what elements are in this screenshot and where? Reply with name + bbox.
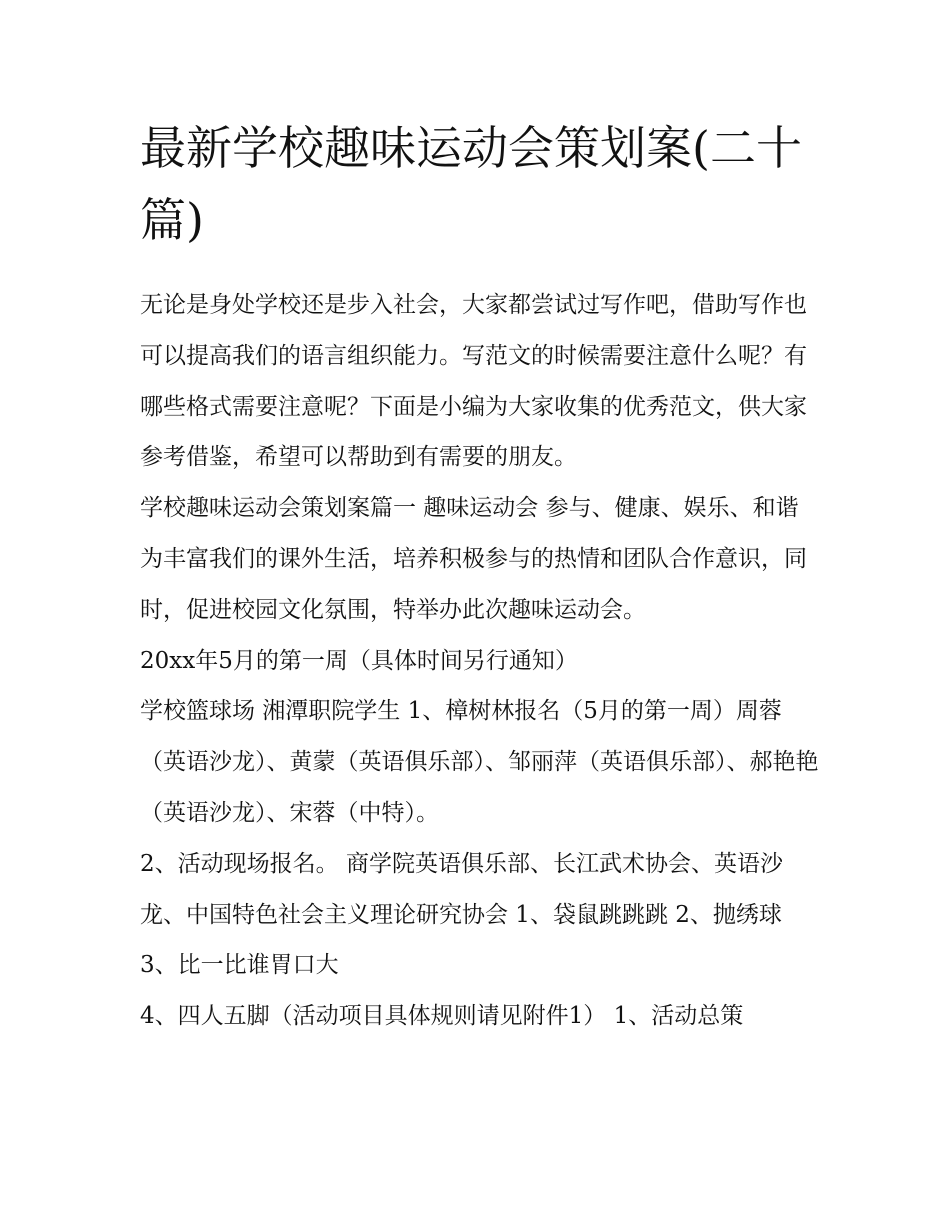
- onsite-registration-paragraph: 2、活动现场报名。 商学院英语俱乐部、长江武术协会、英语沙龙、中国特色社会主义理论研究协会 1、袋鼠跳跳跳 2、抛绣球 3、比一比谁胃口大: [140, 850, 783, 979]
- intro-paragraph: 无论是身处学校还是步入社会，大家都尝试过写作吧，借助写作也可以提高我们的语言组织能力。写范文的时候需要注意什么呢？有哪些格式需要注意呢？下面是小编为大家收集的优秀范文，供大家参考借鉴，希望可以帮助到有需要的朋友。: [140, 292, 807, 471]
- document-body: [140, 280, 820, 1042]
- time-paragraph: 20xx年5月的第一周（具体时间另行通知）: [140, 647, 578, 674]
- section-heading-paragraph: 学校趣味运动会策划案篇一 趣味运动会 参与、健康、娱乐、和谐: [140, 495, 799, 522]
- document-content: [140, 112, 820, 1042]
- venue-registration-paragraph: 学校篮球场 湘潭职院学生 1、樟树林报名（5月的第一周）周蓉（英语沙龙）、黄蒙（英语俱乐部）、邹丽萍（英语俱乐部）、郝艳艳（英语沙龙）、宋蓉（中特）。: [140, 698, 819, 826]
- document-title: 最新学校趣味运动会策划案(二十篇): [140, 121, 802, 247]
- purpose-paragraph: 为丰富我们的课外生活，培养积极参与的热情和团队合作意识，同时，促进校园文化氛围，特举办此次趣味运动会。: [140, 545, 807, 623]
- events-paragraph: 4、四人五脚（活动项目具体规则请见附件1） 1、活动总策: [140, 1003, 744, 1030]
